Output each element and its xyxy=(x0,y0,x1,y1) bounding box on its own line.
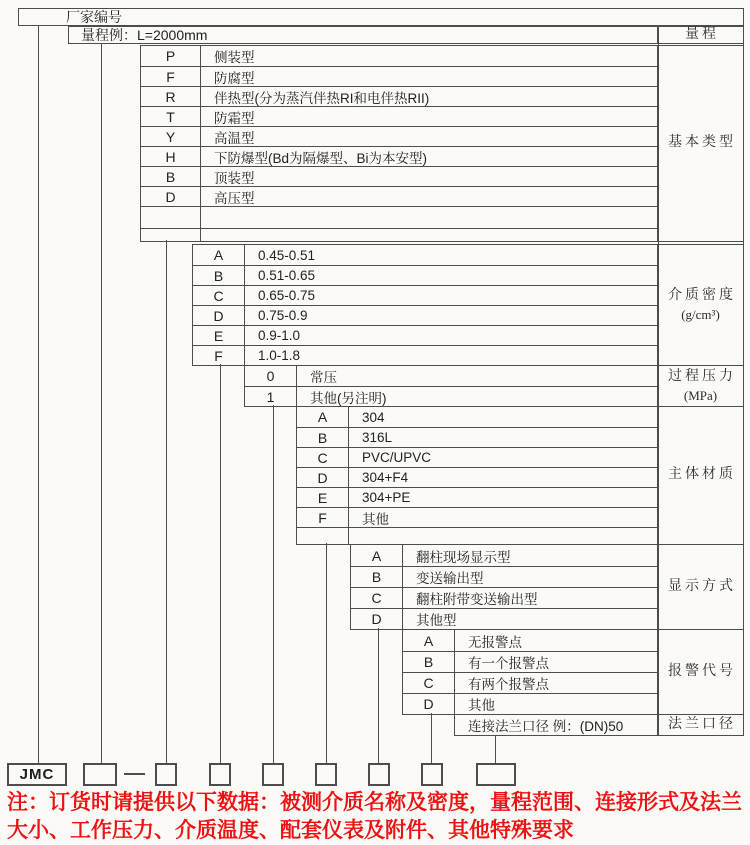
code-cell: F xyxy=(141,67,201,86)
code-cell: P xyxy=(141,46,201,66)
table-row xyxy=(297,507,657,527)
flange-category-label: 法兰口径 xyxy=(668,716,736,732)
code-cell: D xyxy=(193,306,245,325)
table-row xyxy=(141,126,657,146)
category-label: 显示方式 xyxy=(668,578,736,594)
code-cell: A xyxy=(351,545,403,566)
desc-cell: 高温型 xyxy=(214,130,255,146)
desc-cell: 0.51-0.65 xyxy=(258,268,316,283)
section-display xyxy=(350,544,744,630)
basic-type-category-cell xyxy=(657,46,743,241)
code-cell: D xyxy=(141,187,201,206)
jmc-model-text: JMC xyxy=(19,766,55,783)
desc-cell: 304+PE xyxy=(362,490,411,505)
range-category-label: 量程 xyxy=(685,26,719,42)
desc-cell: 有两个报警点 xyxy=(468,677,549,692)
connector-line xyxy=(220,364,221,763)
code-cell: B xyxy=(351,567,403,587)
code-cell: A xyxy=(297,407,349,427)
connector-line xyxy=(495,736,496,763)
code-cell: D xyxy=(403,694,455,714)
table-row xyxy=(141,146,657,166)
empty-row xyxy=(141,206,657,228)
desc-cell: PVC/UPVC xyxy=(362,450,432,465)
desc-cell: 高压型 xyxy=(214,190,255,206)
connector-line xyxy=(326,543,327,763)
connector-line xyxy=(273,405,274,763)
code-cell xyxy=(141,207,201,228)
code-cell: B xyxy=(297,428,349,447)
code-cell: T xyxy=(141,107,201,126)
table-row xyxy=(193,285,657,305)
table-row xyxy=(403,693,657,714)
code-cell: C xyxy=(351,588,403,608)
code-cell: E xyxy=(297,488,349,507)
section-flange xyxy=(454,714,744,736)
code-cell: R xyxy=(141,87,201,106)
empty-row xyxy=(141,228,657,241)
table-row xyxy=(351,545,657,566)
table-row xyxy=(351,608,657,629)
table-row xyxy=(141,46,657,66)
code-cell xyxy=(141,229,201,241)
desc-cell: 0.65-0.75 xyxy=(258,288,316,303)
desc-cell: 0.9-1.0 xyxy=(258,328,301,343)
model-box-flange xyxy=(476,763,516,786)
table-row xyxy=(297,467,657,487)
category-sublabel: (MPa) xyxy=(683,387,718,403)
desc-cell: 翻柱附带变送输出型 xyxy=(416,592,538,607)
density-category-cell xyxy=(657,245,743,365)
material-category-cell xyxy=(657,407,743,544)
category-label: 报警代号 xyxy=(668,663,736,679)
code-cell: D xyxy=(297,468,349,487)
model-box-basic-type xyxy=(155,763,177,786)
table-row xyxy=(141,166,657,186)
code-cell: C xyxy=(297,448,349,467)
desc-cell: 0.45-0.51 xyxy=(258,247,316,263)
desc-cell: 无报警点 xyxy=(468,634,522,650)
desc-cell: 304 xyxy=(362,409,385,425)
category-label: 基本类型 xyxy=(668,135,736,151)
desc-cell: 有一个报警点 xyxy=(468,656,549,671)
desc-cell: 常压 xyxy=(310,370,337,385)
model-box-range xyxy=(83,763,117,786)
section-density xyxy=(192,244,744,366)
category-label: 主体材质 xyxy=(668,467,736,483)
code-cell: F xyxy=(297,508,349,527)
table-row xyxy=(141,66,657,86)
model-separator-dash xyxy=(124,773,145,775)
connector-line xyxy=(378,628,379,763)
ordering-note-line1: 注：订货时请提供以下数据：被测介质名称及密度，量程范围、连接形式及法兰 xyxy=(7,791,742,814)
code-cell: A xyxy=(403,630,455,651)
model-box-material xyxy=(315,763,337,786)
connector-line xyxy=(101,44,102,763)
category-label: 过程压力 xyxy=(668,368,736,384)
desc-cell: 下防爆型(Bd为隔爆型、Bi为本安型) xyxy=(214,150,428,166)
code-cell: Y xyxy=(141,127,201,146)
section-pressure xyxy=(244,365,744,407)
jmc-model-box xyxy=(7,763,67,786)
table-row xyxy=(403,630,657,651)
model-box-display xyxy=(368,763,390,786)
table-row xyxy=(193,325,657,345)
table-row xyxy=(193,305,657,325)
section-basic-type xyxy=(140,45,744,242)
model-box-alarm xyxy=(421,763,443,786)
manufacturer-label: 厂家编号 xyxy=(66,9,122,25)
desc-cell: 0.75-0.9 xyxy=(258,308,308,323)
desc-cell: 伴热型(分为蒸汽伴热RI和电伴热RII) xyxy=(214,90,430,106)
code-cell: B xyxy=(403,652,455,672)
desc-cell: 防霜型 xyxy=(214,110,255,126)
desc-cell: 顶装型 xyxy=(214,170,255,186)
desc-cell xyxy=(349,528,657,544)
desc-cell xyxy=(201,229,657,241)
table-row xyxy=(141,186,657,206)
table-row xyxy=(245,386,657,406)
range-example-label: 量程例：L=2000mm xyxy=(81,27,208,43)
table-row xyxy=(141,106,657,126)
table-row xyxy=(403,651,657,672)
desc-cell: 侧装型 xyxy=(214,50,255,65)
code-cell: B xyxy=(193,266,245,285)
section-material xyxy=(296,406,744,545)
model-box-pressure xyxy=(262,763,284,786)
desc-cell: 其他型 xyxy=(416,613,457,628)
table-row xyxy=(351,566,657,587)
manufacturer-row xyxy=(18,8,744,26)
range-row xyxy=(68,26,744,44)
alarm-category-cell xyxy=(657,630,743,714)
connector-line xyxy=(166,240,167,763)
code-cell: 1 xyxy=(245,387,297,406)
table-row xyxy=(141,86,657,106)
table-row xyxy=(297,407,657,427)
code-cell: F xyxy=(193,346,245,365)
desc-cell: 304+F4 xyxy=(362,470,409,485)
flange-category-cell xyxy=(657,715,743,735)
code-cell: H xyxy=(141,147,201,166)
code-cell: E xyxy=(193,326,245,345)
connector-line xyxy=(38,25,39,763)
ordering-note-line2: 大小、工作压力、介质温度、配套仪表及附件、其他特殊要求 xyxy=(7,819,574,842)
connector-line xyxy=(431,713,432,763)
table-row xyxy=(245,366,657,386)
code-cell: B xyxy=(141,167,201,186)
desc-cell: 1.0-1.8 xyxy=(258,348,301,363)
table-row xyxy=(193,265,657,285)
desc-cell: 其他 xyxy=(362,511,389,527)
table-row xyxy=(297,427,657,447)
code-cell: 0 xyxy=(245,366,297,386)
table-row xyxy=(193,245,657,265)
table-row xyxy=(297,447,657,467)
desc-cell xyxy=(201,207,657,228)
desc-cell: 翻柱现场显示型 xyxy=(416,549,511,565)
model-box-density xyxy=(209,763,231,786)
code-cell: A xyxy=(193,245,245,265)
empty-row xyxy=(297,527,657,544)
desc-cell: 防腐型 xyxy=(214,70,255,86)
code-cell xyxy=(297,528,349,544)
code-cell: C xyxy=(193,286,245,305)
code-cell: D xyxy=(351,609,403,629)
desc-cell: 其他(另注明) xyxy=(310,390,387,406)
section-alarm xyxy=(402,629,744,715)
table-row xyxy=(351,587,657,608)
pressure-category-cell xyxy=(657,366,743,406)
desc-cell: 其他 xyxy=(468,698,495,713)
category-sublabel: (g/cm³) xyxy=(681,306,720,322)
code-cell: C xyxy=(403,673,455,693)
table-row xyxy=(193,345,657,365)
table-row xyxy=(297,487,657,507)
table-row xyxy=(403,672,657,693)
range-category-cell xyxy=(657,27,743,43)
desc-cell: 316L xyxy=(362,430,393,445)
desc-cell: 变送输出型 xyxy=(416,571,484,586)
category-label: 介质密度 xyxy=(668,287,736,303)
flange-desc: 连接法兰口径 例：(DN)50 xyxy=(468,719,624,734)
display-category-cell xyxy=(657,545,743,629)
